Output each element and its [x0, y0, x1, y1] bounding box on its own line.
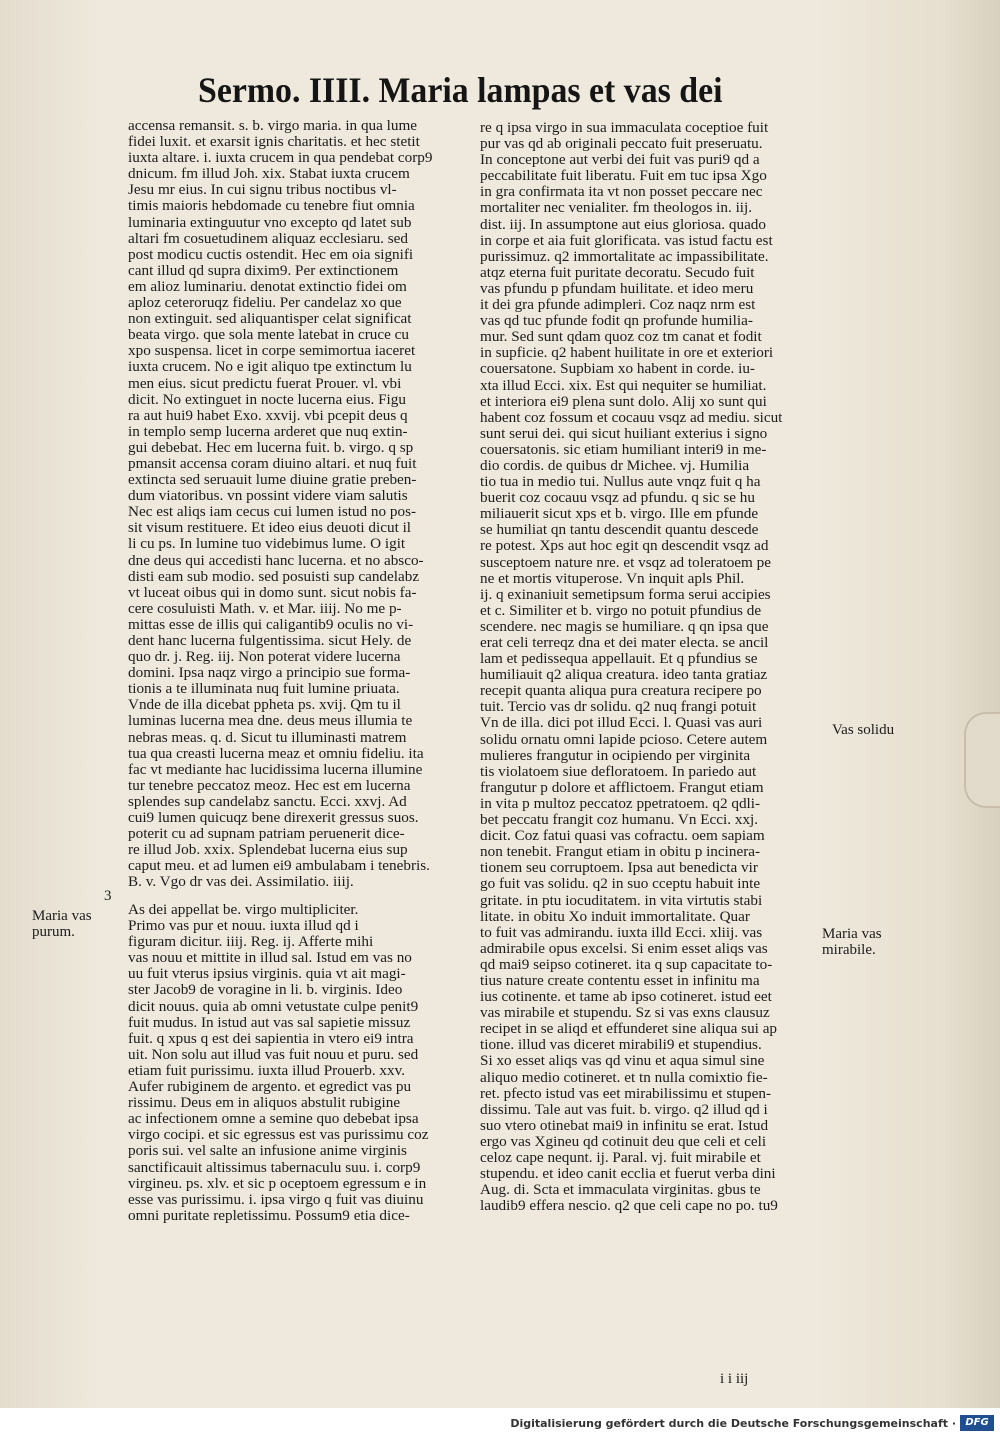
text-line: altari fm cosuetudinem aliquaz ecclesiaru. sed [128, 229, 409, 247]
text-line: re illud Job. xxix. Splendebat lucerna eius sup [128, 841, 408, 859]
text-line: dne deus qui accedisti hanc lucerna. et no absco- [128, 551, 424, 569]
text-line: cant illud qd supra dixim9. Per extinctionem [128, 261, 399, 279]
text-line: tionis a te illuminata nuq fuit lumine priuata. [128, 680, 400, 698]
text-line: celoz cape nequnt. ij. Paral. vj. fuit mirabile et [480, 1149, 761, 1166]
text-line: gritate. in ptu iocuditatem. in vita virtutis stabi [480, 891, 763, 909]
text-line: re potest. Xps aut hoc egit qn descendit vsqz ad [480, 537, 769, 555]
text-column-left [128, 118, 472, 891]
text-line: caput meu. et ad lumen ei9 ambulabam i tenebris. [128, 857, 430, 875]
text-line: luminaria extinguutur vno excepto qd latet sub [128, 213, 412, 231]
text-line: dnicum. fm illud Joh. xix. Stabat iuxta crucem [128, 165, 410, 183]
text-line: buerit coz cocauu vsqz ad pfundu. q sic se hu [480, 489, 755, 507]
margin-note-maria-vas-purum [32, 908, 92, 940]
margin-note-vas-solidum: Vas solidu [832, 722, 895, 738]
text-line: splendes sup candelabz sanctu. Ecci. xxvj. Ad [128, 792, 407, 810]
text-line: in supficie. q2 habent huilitate in ore et exteriori [480, 344, 774, 362]
margin-numeral: 3 [104, 888, 112, 904]
text-line: tionem seu corruptoem. Ipsa aut benedicta vir [480, 859, 758, 877]
text-line: vt luceat oibus qui in domo sunt. sicut nobis fa- [128, 583, 417, 601]
text-line: couersatone. Supbiam xo habent in corde. iu- [480, 360, 755, 378]
text-line: mortaliter nec venialiter. fm theologos in. iij. [480, 199, 753, 217]
text-line: ius cotinente. et tame ab ipso cotineret. istud eet [480, 988, 772, 1006]
text-line: mulieres frangutur in ocipiendo per virginita [480, 746, 751, 764]
text-line: ra aut hui9 habet Exo. xxvij. vbi pcepit deus q [128, 406, 408, 424]
text-line: xpo suspensa. licet in corpe semimortua iaceret [128, 342, 416, 360]
text-line: ret. pfecto istud vas eet mirabilissimu et stupen- [480, 1084, 772, 1102]
text-line: rissimu. Deus em in aliquos abstulit rubigine [128, 1094, 401, 1112]
text-line: Aufer rubiginem de argento. et egredict vas pu [128, 1078, 412, 1096]
text-line: Jesu mr eius. In cui signu tribus noctibus vl- [128, 181, 397, 199]
text-line: mittas esse de illis qui caligantib9 oculis no vi- [128, 615, 414, 633]
text-line: ac infectionem omne a semine quo debebat ipsa [128, 1110, 419, 1128]
text-line: vas pfundu p pfundam huilitate. et ideo meru [480, 279, 754, 297]
text-line: in templo semp lucerna arderet que nuq extin- [128, 422, 408, 440]
text-line: solidu ornatu omni lapide pcioso. Cetere autem [480, 730, 768, 748]
text-line: Nec est aliqs iam cecus cui lumen istud no pos- [128, 503, 417, 521]
text-line: disti eam sub modio. sed posuisti sup candelabz [128, 567, 420, 585]
text-line: ne et mortis vituperose. Vn inquit apls Phil. [480, 569, 745, 587]
text-line: fidei luxit. et exarsit ignis charitatis. et hec stetit [128, 133, 420, 151]
text-line: in vita p multoz peccatoz ppetratoem. q2 qdli- [480, 794, 761, 812]
text-line: pmansit accensa coram diuino altari. et nuq fuit [128, 454, 417, 472]
text-line: it dei gra pfunde adimpleri. Coz naqz nrm est [480, 296, 756, 314]
text-line: domini. Ipsa naqz virgo a principio sue forma- [128, 664, 411, 682]
text-line: luminas lucerna mea dne. deus meus illumia te [128, 712, 413, 730]
text-line: tius nature create contentu esset in infinitu ma [480, 971, 760, 989]
text-line: tur tenebre peccatoz meoz. Hec est em lucerna [128, 776, 411, 794]
text-line: dicit nouus. quia ab omni vetustate culpe penit9 [128, 997, 419, 1015]
text-line: tua qua creasti lucerna meaz et omniu fideliu. ita [128, 744, 424, 762]
text-line: vas mirabile et stupendu. Sz si vas exns clausuz [480, 1004, 770, 1022]
text-line: miliauerit sicut xps et b. virgo. Ille em pfunde [480, 505, 759, 523]
text-column-right [480, 120, 818, 1214]
text-line: uu fuit vterus ipsius virginis. quia vt ait magi- [128, 965, 406, 983]
text-line: As dei appellat be. virgo multipliciter. [128, 902, 359, 918]
text-line: non extinguit. sed aliquantisper celat significat [128, 310, 412, 328]
text-line: qd mai9 seipso cotineret. ita q sup capacitate to- [480, 955, 773, 973]
text-line: dum viatoribus. vn possint videre viam salutis [128, 487, 408, 505]
text-line: B. v. Vgo dr vas dei. Assimilatio. iiij. [128, 873, 354, 891]
text-line: re q ipsa virgo in sua immaculata coceptioe fuit [480, 120, 769, 136]
text-line: bet peccatu frangit coz humanu. Vn Ecci. xxj. [480, 811, 759, 829]
text-line: Vnde de illa dicebat pphetа ps. xvij. Qm tu il [128, 696, 401, 714]
text-line: Si xo esset aliqs vas qd vinu et aqua simul sine [480, 1052, 765, 1070]
text-line: atqz eterna fuit puritate decoratu. Secudo fuit [480, 263, 755, 281]
text-line: mur. Sed sunt qdam quoz coz tm canat et fodit [480, 328, 762, 346]
text-line: susceptoem nature nre. et vsqz ad toleratoem pe [480, 553, 771, 571]
text-line: litate. in obitu Xo induit immortalitate. Quar [480, 907, 750, 925]
text-line: habent coz fossum et cocauu vsqz ad mediu. sicut [480, 408, 783, 426]
text-line: dicit. No extinguet in nocte lucerna eius. Figu [128, 390, 406, 408]
text-line: uit. Non solu aut illud vas fuit nouu et puru. sed [128, 1045, 419, 1063]
text-line: fac vt mediante hac lucidissima lucerna illumine [128, 760, 423, 778]
text-line: tis violatoem siue defloratoem. In pariedo aut [480, 762, 757, 780]
text-line: In conceptone aut verbi dei fuit vas puri9 qd a [480, 151, 760, 169]
text-line: frangutur p dolore et afflictoem. Frangut etiam [480, 778, 764, 796]
text-line: beata virgo. que sola mente latebat in cruce cu [128, 326, 409, 344]
text-line: pur vas qd ab originali peccato fuit preseruatu. [480, 135, 763, 153]
text-line: sunt serui dei. qui sicut huiliant exterius i signo [480, 424, 768, 442]
text-line: humiliauit q2 aliqua creatura. ideo tanta gratiaz [480, 666, 768, 684]
text-line: vas qd tuc pfunde fodit qn profunde humilia- [480, 312, 753, 330]
text-line: tio tua in medio tui. Nullus aute vnqz fuit q ha [480, 473, 761, 491]
text-line: recipet in se aliqd et effunderet sine aliqua sui ap [480, 1020, 778, 1038]
text-line: stupendu. et ideo canit ecclia et fuerut verba dini [480, 1165, 776, 1183]
text-line: poris sui. vel salte an infusione anime virginis [128, 1142, 407, 1160]
text-line: fuit. q xpus q est dei sapientia in vtero ei9 intra [128, 1029, 414, 1047]
text-line: aliquo medio cotineret. et tn nulla comixtio fie- [480, 1068, 768, 1086]
text-line: dist. iij. In assumptone aut eius gloriosa. quado [480, 215, 766, 233]
text-line: cui9 lumen quicuqz bene direxerit gressus suos. [128, 809, 419, 827]
text-line: peccabilitate fuit liberatu. Fuit em tuc ipsa Xgo [480, 167, 767, 185]
margin-note-maria-vas-mirabile [822, 926, 882, 958]
text-line: se humiliat qn tantu descendit quantu descede [480, 521, 759, 539]
text-line: sanctificauit altissimus tabernaculu suu. i. corp9 [128, 1158, 421, 1176]
digitization-credit: Digitalisierung gefördert durch die Deutsche Forschungsgemeinschaft · [510, 1417, 956, 1430]
text-line: etiam fuit purissimu. iuxta illud Prouerb. xxv. [128, 1061, 406, 1079]
text-line: em alioz luminariu. denotat extinctio fidei om [128, 277, 407, 295]
text-line: ij. q exinaniuit semetipsum forma serui accipies [480, 585, 771, 603]
text-line: couersatonis. sic etiam humiliant interi9 in me- [480, 440, 767, 458]
text-line: virgo cocipi. et sic egressus est vas purissimu coz [128, 1126, 429, 1144]
text-line: go fuit vas solidu. q2 in suo cceptu habuit inte [480, 875, 761, 893]
book-clasp [964, 712, 1000, 808]
text-line: sit visum restituere. Et ideo eius deuoti dicut il [128, 519, 412, 537]
signature-mark: i i iij [720, 1371, 749, 1387]
text-line: esse vas purissimu. i. ipsa virgo q fuit vas diuinu [128, 1190, 424, 1208]
margin-note-line: Maria vas [32, 908, 92, 924]
text-column-left-lower [128, 902, 472, 1224]
text-line: Aug. di. Scta et immaculata virginitas. gbus te [480, 1181, 761, 1199]
text-line: scendere. nec magis se humiliare. q qn ipsa que [480, 617, 769, 635]
text-line: cere cosuluisti Math. v. et Mar. iiij. No me p- [128, 599, 402, 617]
text-line: vas nouu et mittite in illud sal. Istud em vas no [128, 949, 412, 967]
text-line: dio cordis. de quibus dr Michee. vj. Humilia [480, 456, 750, 474]
text-line: xta illud Ecci. xix. Est qui nequiter se humiliat. [480, 376, 767, 394]
text-line: non tenebit. Frangut etiam in obitu p incinera- [480, 843, 761, 861]
dfg-logo: DFG [960, 1415, 994, 1431]
text-line: to fuit vas admirandu. iuxta illd Ecci. xliij. vas [480, 923, 763, 941]
text-line: nebras meas. q. d. Sicut tu illuminasti matrem [128, 728, 407, 746]
text-line: quo dr. j. Reg. iij. Non poterat videre lucerna [128, 648, 401, 666]
text-line: poterit cu ad supnam patriam peruenerit dice- [128, 825, 405, 843]
text-line: erat celi terreqz dna et dei mater electa. se ancil [480, 634, 769, 651]
text-line: recepit quanta aliqua pura creatura recipere po [480, 682, 762, 700]
text-line: suo vtero otinebat mai9 in infinitu se erat. Istud [480, 1116, 769, 1134]
text-line: fuit mudus. In istud aut vas sal sapietie missuz [128, 1013, 411, 1031]
text-line: post modicu cuctis ostendit. Hec em oia signifi [128, 245, 414, 263]
text-line: accensa remansit. s. b. virgo maria. in qua lume [128, 118, 418, 134]
text-line: virgineu. ps. xlv. et sic p oceptoem egressum e in [128, 1174, 427, 1192]
text-line: gui debebat. Hec em lucerna fuit. b. virgo. q sp [128, 438, 414, 456]
page-left-edge [0, 0, 100, 1408]
text-line: et interiora ei9 plena sunt dolo. Alij xo sunt qui [480, 392, 767, 410]
text-line: omni puritate repletissimu. Possum9 etia dice- [128, 1206, 410, 1224]
running-header: Sermo. IIII. Maria lampas et vas dei [198, 70, 723, 110]
text-line: men eius. sicut predictu fuerat Prouer. vl. vbi [128, 374, 402, 392]
text-line: tione. illud vas diceret mirabili9 et stupendius. [480, 1036, 762, 1054]
margin-note-line: mirabile. [822, 942, 876, 958]
text-line: in corpe et aia fuit glorificata. vas istud factu est [480, 231, 773, 249]
text-line: extincta sed seruauit lume diuine gratie preben- [128, 471, 417, 489]
text-line: figuram dicitur. iiij. Reg. ij. Afferte mihi [128, 933, 374, 951]
text-line: ergo vas Xgineu qd cotinuit deu que celi et celi [480, 1132, 767, 1150]
text-line: purissimuz. q2 immortalitate ac impassibilitate. [480, 247, 769, 265]
text-line: timis maioris hebdomade cu tenebre fiut omnia [128, 197, 415, 215]
text-line: aploz ceteroruqz fideliu. Per candelaz xo que [128, 294, 402, 312]
text-line: dicit. Coz fatui quasi vas cofractu. oem sapiam [480, 827, 765, 845]
text-line: laudib9 efferа nescio. q2 que celi cape no po. tu9 [480, 1197, 778, 1215]
text-line: Vn de illa. dici pot illud Ecci. l. Quasi vas auri [480, 714, 763, 732]
text-line: dent hanc lucerna fulgentissima. sicut Hely. de [128, 632, 412, 649]
page-right-edge [815, 0, 1000, 1408]
text-line: iuxta altare. i. iuxta crucem in qua pendebat corp9 [128, 149, 433, 167]
margin-note-line: Maria vas [822, 926, 882, 942]
text-line: ster Jacob9 de voragine in li. b. virginis. Ideo [128, 981, 403, 999]
margin-note-line: purum. [32, 924, 75, 940]
text-line: in gra confirmata ita vt non posset peccare nec [480, 183, 763, 201]
text-line: admirabile opus excelsi. Si enim esset aliqs vas [480, 939, 768, 957]
text-line: iuxta crucem. No e igit aliquo tpe extinctum lu [128, 358, 412, 376]
text-line: Primo vas pur et nouu. iuxta illud qd i [128, 917, 359, 935]
text-line: et c. Similiter et b. virgo no potuit pfundius de [480, 601, 762, 619]
text-line: tuit. Tercio vas dr solidu. q2 nuq frangi potuit [480, 698, 757, 716]
text-line: li cu ps. In lumine tuo videbimus lume. O igit [128, 535, 406, 553]
text-line: dissimu. Tale aut vas fuit. b. virgo. q2 illud qd i [480, 1100, 768, 1118]
text-line: lam et pedissequa appellauit. Et q pfundius se [480, 650, 758, 668]
